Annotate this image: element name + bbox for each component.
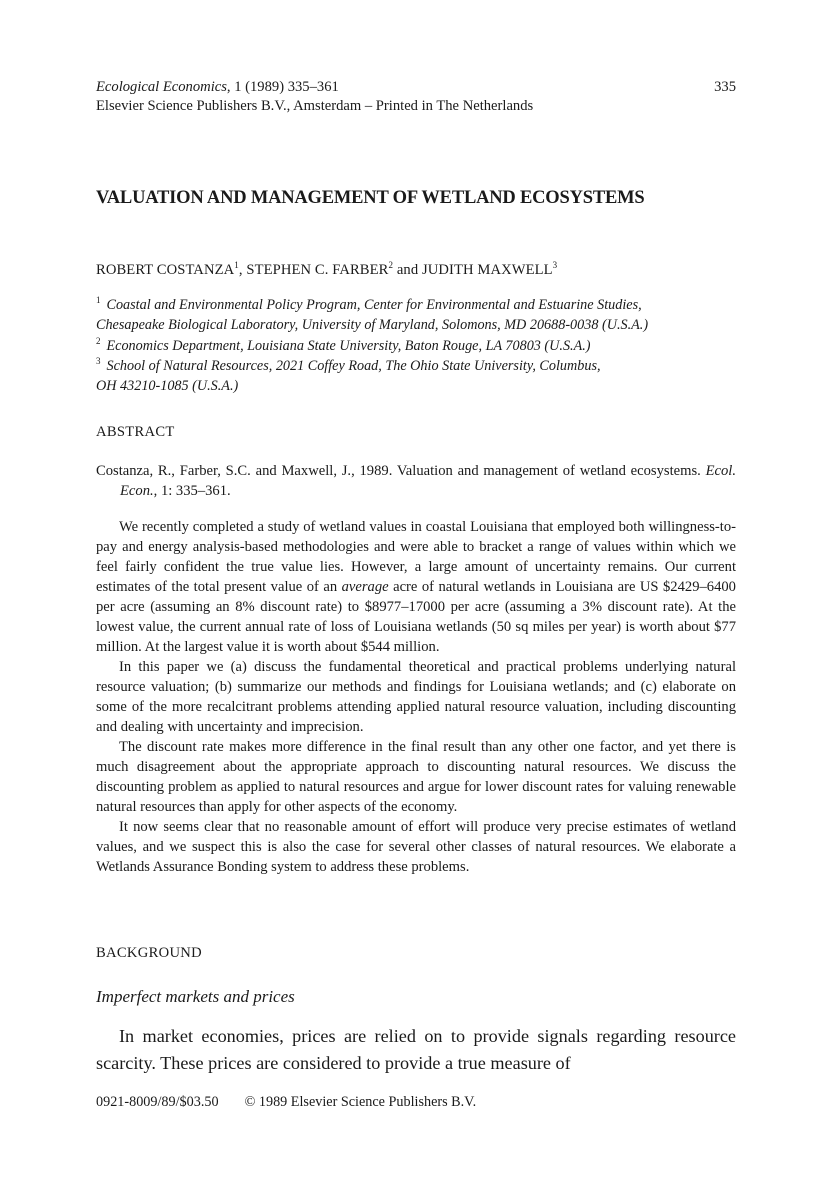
affiliation-line: Coastal and Environmental Policy Program, Center for Environmental and Estuarine Studies, [106,297,642,313]
author-name: STEPHEN C. FARBER [246,262,389,278]
affiliation-1 [96,290,736,335]
affiliation-mark: 2 [96,336,101,346]
affiliation-line: School of Natural Resources, 2021 Coffey Road, The Ohio State University, Columbus, [106,358,601,374]
author-separator: and [393,262,422,278]
abstract-heading: ABSTRACT [96,424,175,440]
affiliation-line: Chesapeake Biological Laboratory, University of Maryland, Solomons, MD 20688-0038 (U.S.A.) [96,317,649,333]
citation-volume: , 1: 335–361. [153,483,231,499]
abstract-body [96,517,736,877]
journal-name: Ecological Economics [96,79,227,95]
author-affiliation-mark: 2 [388,260,394,270]
body-text [96,1023,736,1077]
issn-price-code: 0921-8009/89/$03.50 [96,1094,219,1110]
affiliation-mark: 3 [96,356,101,366]
author-separator: , [238,262,247,278]
affiliation-line: OH 43210-1085 (U.S.A.) [96,378,239,394]
abstract-paragraph [96,517,736,657]
subsection-heading: Imperfect markets and prices [96,987,295,1006]
author-name: JUDITH MAXWELL [421,262,553,278]
author-affiliation-mark: 1 [234,260,239,270]
paper-title: VALUATION AND MANAGEMENT OF WETLAND ECOSYSTEMS [96,188,645,208]
affiliation-line: Economics Department, Louisiana State University, Baton Rouge, LA 70803 (U.S.A.) [106,338,591,354]
author-affiliation-mark: 3 [552,260,558,270]
affiliation-3 [96,351,736,396]
page-footer [96,1094,502,1111]
page-number: 335 [714,79,736,95]
journal-citation-header [96,78,339,97]
abstract-paragraph: The discount rate makes more difference in the final result than any other one factor, and yet there is much disagreement about the appropriate approach to discounting natural resources. We discuss the discounting problem as applied to natural resources and argue for lower discount rates for valuing renewable natural resources than apply for other aspects of the economy. [96,739,736,815]
text-run: We recently completed a study of wetland values in coastal Louisiana that employed both willingness-to-pay and energy analysis-based methodologies and were able to bracket a range of values within which we feel fairly confident the true value lies. However, a large amount of uncertainty remains. Our current estimates of the total present value of an [96,519,736,595]
abstract-paragraph: In this paper we (a) discuss the fundamental theoretical and practical problems underlying natural resource valuation; (b) summarize our methods and findings for Louisiana wetlands; and (c) elaborate on some of the more recalcitrant problems attending applied natural resource valuation, including discounting and dealing with uncertainty and imprecision. [96,659,736,735]
background-heading: BACKGROUND [96,945,202,961]
author-name: ROBERT COSTANZA [96,262,235,278]
abstract-citation [96,461,736,501]
author-list [96,260,557,279]
citation-text: Costanza, R., Farber, S.C. and Maxwell, J., 1989. Valuation and management of wetland ecosystems. [96,463,706,479]
citation-journal: Ecol. Econ. [120,463,736,499]
body-paragraph: In market economies, prices are relied on to provide signals regarding resource scarcity. These prices are considered to provide a true measure of [96,1026,736,1073]
abstract-paragraph: It now seems clear that no reasonable amount of effort will produce very precise estimates of wetland values, and we suspect this is also the case for several other classes of natural resources. We elaborate a Wetlands Assurance Bonding system to address these problems. [96,819,736,875]
journal-volume-pages: , 1 (1989) 335–361 [226,79,339,95]
text-run: acre of natural wetlands in Louisiana are US $2429–6400 per acre (assuming an 8% discount rate) to $8977–17000 per acre (assuming a 3% discount rate). At the lowest value, the current annual rate of loss of Louisiana wetlands (50 sq miles per year) is worth about $77 million. At the largest value it is worth about $544 million. [96,579,736,655]
copyright-notice: © 1989 Elsevier Science Publishers B.V. [244,1094,477,1110]
emphasis: average [341,579,389,595]
affiliation-mark: 1 [96,295,101,305]
publisher-line: Elsevier Science Publishers B.V., Amsterdam – Printed in The Netherlands [96,98,534,114]
